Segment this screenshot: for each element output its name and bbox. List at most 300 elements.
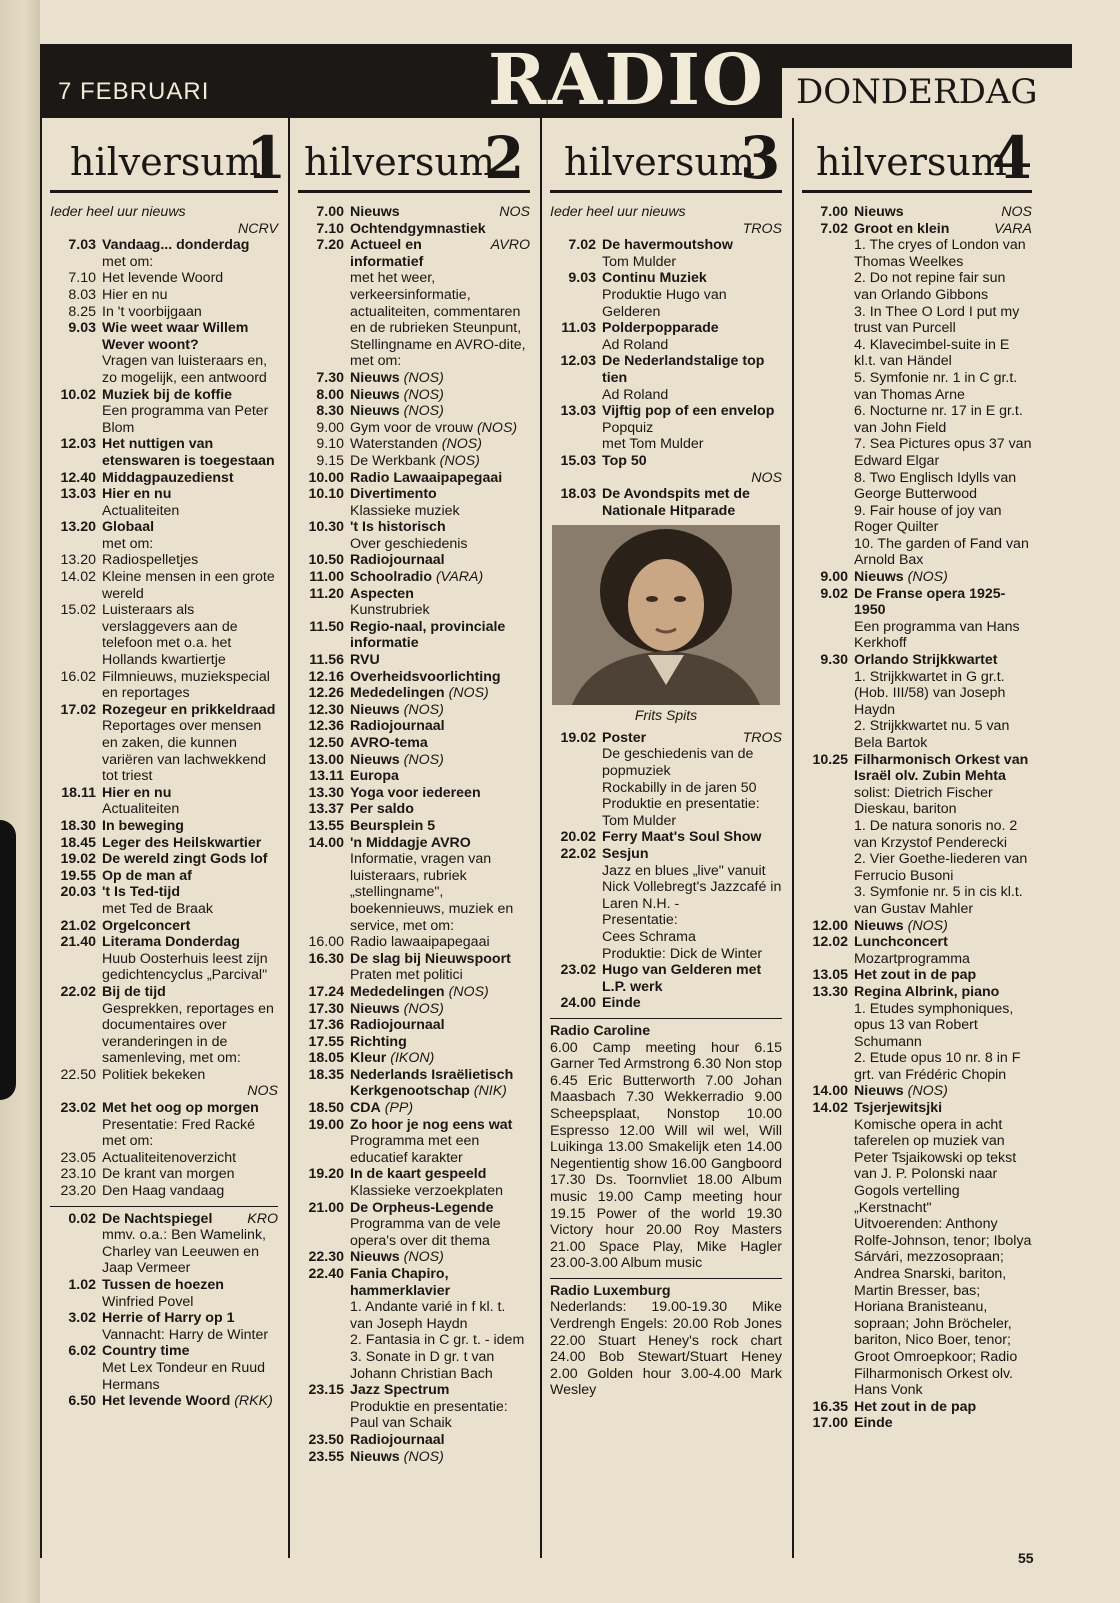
entry-body [102,1067,278,1084]
entry-time: 12.16 [308,668,344,685]
entry-time: 7.02 [820,220,848,237]
entry-body [102,918,278,935]
schedule-entry [298,1034,530,1051]
entry-time: 9.30 [820,652,848,669]
entry-body [350,204,530,221]
entry-body [350,453,530,470]
schedule-entry [298,735,530,752]
entry-note: (NOS) [403,403,444,420]
entry-title: CDA [350,1100,381,1117]
entry-title: Ferry Maat's Soul Show [602,829,762,846]
entry-title: Regio-naal, provinciale informatie [350,618,506,652]
entry-title: Radiospelletjes [102,552,199,569]
entry-body [854,652,1032,752]
schedule-entry [298,818,530,835]
entry-title: Waterstanden [350,436,438,453]
page-number: 55 [1018,1550,1034,1566]
schedule-entry [802,652,1032,752]
entry-description: 1. The cryes of London van Thomas Weelkes 2. Do not repine fair sun van Orlando Gibbons 3. In Thee O Lord I put my trust van Purcell 4. Klavecimbel-suite in E kl.t. van Händel 5. Symfonie nr. 1 in C gr.t. van Thomas Arne 6. Nocturne nr. 17 in E gr.t. van John Field 7. Sea Pictures opus 37 van Edward Elgar 8. Two Englisch Idylls van George Butterwood 9. Fair house of joy van Roger Quilter 10. The garden of Fand van Arnold Bax [854,237,1032,569]
entry-time: 8.00 [316,386,344,403]
entry-time: 0.02 [68,1210,96,1227]
entry-time: 21.40 [60,934,96,951]
entry-body [102,436,278,469]
entry-time: 18.03 [560,486,596,503]
entry-time: 22.30 [308,1249,344,1266]
entry-body [602,270,782,320]
entry-body [350,702,530,719]
entry-body [350,470,530,487]
schedule-entry [550,453,782,470]
schedule-entry [802,1399,1032,1416]
entry-description: 1. Andante varié in f kl. t. van Joseph Haydn 2. Fantasia in C gr. t. - idem 3. Sonate in D gr. t van Johann Christian Bach [350,1299,525,1382]
entry-title: Country time [102,1343,190,1360]
entry-body [102,1277,278,1310]
schedule-entry [50,470,278,487]
entry-body [350,552,530,569]
entry-body [350,403,530,420]
entry-body [102,868,278,885]
schedule-entry [50,1067,278,1084]
entry-body [350,752,530,769]
entry-description: Huub Oosterhuis leest zijn gedichtencyclus „Parcival" [102,950,268,984]
column-hilversum-2 [288,118,540,1558]
entry-body [350,801,530,818]
entry-body [854,967,1032,984]
entry-title: Orgelconcert [102,917,191,934]
entries [50,1211,278,1410]
entry-time: 1.02 [68,1277,96,1293]
entry-description: Popquiz met Tom Mulder [602,419,704,453]
column-hilversum-4 [792,118,1042,1558]
entry-title: Schoolradio [350,569,432,586]
entries [550,486,782,519]
entry-title: De wereld zingt Gods lof [102,851,268,868]
entry-description: met Ted de Braak [102,900,213,917]
schedule-entry [298,1067,530,1100]
entry-time: 22.02 [60,983,96,1000]
entry-description: met het weer, verkeersinformatie, actualiteiten, commentaren en de rubrieken Steunpunt, Stellingname en AVRO-dite, met om: [350,270,526,370]
schedule-entry [50,304,278,321]
radio-luxemburg-schedule: Nederlands: 19.00-19.30 Mike Verdrengh Engels: 20.00 Rob Jones 22.00 Stuart Heney's rock chart 24.00 Bob Stewart/Stuart Heney 2.00 Golden hour 3.00-4.00 Mark Wesley [550,1299,782,1399]
entry-description: Actualiteiten [102,502,180,519]
entry-body [102,304,278,321]
schedule-entry [298,470,530,487]
schedule-entry [298,1166,530,1199]
entry-description: Mozartprogramma [854,950,970,967]
entry-body [102,835,278,852]
entry-body [350,1249,530,1266]
entry-description: Over geschiedenis [350,535,468,552]
entry-description: Programma van de vele opera's over dit thema [350,1216,501,1249]
schedule-entry [298,436,530,453]
entry-time: 7.00 [820,204,848,220]
entry-time: 9.10 [316,436,344,453]
entry-title: De Franse opera 1925-1950 [854,585,1006,619]
entry-body [602,403,782,453]
entry-time: 12.03 [560,353,596,370]
schedule-entry [298,1382,530,1432]
entry-time: 23.10 [60,1166,96,1183]
entry-body [102,669,278,702]
header-banner [40,38,1072,121]
entry-title: Radiojournaal [350,1431,445,1448]
entry-title: Den Haag vandaag [102,1183,225,1200]
station-name: hilversum [564,140,755,184]
schedule-entry [298,619,530,652]
entry-body [102,1100,278,1150]
entry-title: Nederlands Israëlietisch Kerkgenootschap [350,1066,514,1100]
entry-time: 15.02 [60,602,96,619]
entry-time: 13.05 [812,967,848,984]
portrait-photo [552,525,780,705]
schedule-entry [550,962,782,995]
entry-title: Globaal [102,519,155,536]
station-name: hilversum [304,140,495,184]
entry-body [854,1415,1032,1432]
schedule-entry [298,785,530,802]
schedule-entry [298,1266,530,1382]
entry-title: Vandaag... donderdag [102,237,250,254]
entry-body [350,1432,530,1449]
entry-body [350,1017,530,1034]
entry-time: 16.00 [308,934,344,951]
entry-title: Nieuws [350,751,400,768]
entry-note: (NOS) [907,917,948,934]
entry-time: 12.36 [308,718,344,735]
entry-body [602,353,782,403]
entry-description: 1. Strijkkwartet in G gr.t. (Hob. III/58) van Joseph Haydn 2. Strijkkwartet nu. 5 van Bela Bartok [854,668,1010,751]
entry-title: Bij de tijd [102,983,166,1000]
entry-time: 23.05 [60,1149,96,1166]
entry-title: Nieuws [350,204,400,220]
entry-body [854,934,1032,967]
entry-body [102,934,278,984]
entry-time: 18.11 [61,784,96,801]
station-number: 2 [484,124,525,192]
entry-body [350,652,530,669]
entry-time: 11.50 [309,618,344,635]
entry-description: solist: Dietrich Fischer Dieskau, bariton 1. De natura sonoris no. 2 van Krzystof Penderecki 2. Vier Goethe-liederen van Ferrucio Busoni 3. Symfonie nr. 5 in cis kl.t. van Gustav Mahler [854,784,1028,917]
entry-time: 18.30 [60,817,96,834]
entry-title: De Nederlandstalige top tien [602,353,765,386]
entry-broadcaster: NOS [1001,204,1032,220]
entry-body [102,818,278,835]
entry-title: Einde [854,1415,893,1432]
entry-time: 9.15 [316,452,344,469]
column-heading [542,118,792,194]
entry-time: 14.02 [60,569,96,586]
entries [550,730,782,1012]
entry-time: 22.50 [60,1066,96,1083]
entry-title: Top 50 [602,452,647,469]
entry-time: 21.00 [308,1199,344,1216]
entry-time: 6.50 [68,1393,96,1410]
radio-page [40,38,1072,1566]
entry-body [350,1067,530,1100]
entry-body [350,669,530,686]
schedule-entry [550,237,782,270]
entry-body [350,785,530,802]
schedule-entry [298,669,530,686]
entry-time: 18.50 [308,1100,344,1117]
entry-description: Gesprekken, reportages en documentaires over veranderingen in de samenleving, met om: [102,1000,274,1067]
radio-luxemburg-heading: Radio Luxemburg [550,1282,671,1299]
entry-body [602,453,782,470]
entry-title: AVRO-tema [350,735,428,751]
schedule-entry [298,370,530,387]
entry-time: 17.55 [308,1033,344,1050]
schedule-entry [550,320,782,353]
divider [550,1018,782,1019]
entry-title: Hier en nu [102,784,172,801]
entry-time: 7.20 [316,237,344,254]
entries [550,237,782,469]
entry-time: 8.03 [68,286,96,303]
entry-time: 14.00 [308,834,344,851]
entries [298,204,530,1465]
entry-body [102,237,278,270]
entry-description: Een programma van Peter Blom [102,403,269,436]
entry-title: Radiojournaal [350,1017,445,1034]
broadcaster-label: NCRV [238,220,278,237]
entry-time: 23.15 [308,1382,344,1399]
entry-time: 11.03 [561,320,596,337]
entry-body [102,984,278,1067]
entry-time: 7.10 [68,270,96,287]
entry-body [102,387,278,437]
intro-text: Ieder heel uur nieuws [550,204,686,220]
entry-title: De havermoutshow [602,237,733,254]
schedule-entry [298,519,530,552]
entry-time: 11.56 [309,652,344,669]
entry-title: De Avondspits met de Nationale Hitparade [602,486,750,519]
entry-body [350,370,530,387]
entry-time: 23.02 [560,962,596,979]
entry-body [102,785,278,818]
entry-description: Klassieke muziek [350,502,460,519]
schedule-entry [298,586,530,619]
entry-time: 9.03 [568,270,596,287]
entry-time: 13.30 [308,784,344,801]
entry-body [350,951,530,984]
entry-title: Hier en nu [102,486,172,503]
schedule-entry [550,846,782,962]
entry-body [102,1310,278,1343]
entry-time: 16.35 [812,1398,848,1415]
entry-broadcaster: VARA [994,220,1032,237]
entry-time: 11.00 [309,569,344,586]
entry-note: (IKON) [390,1050,435,1067]
entry-time: 18.05 [308,1050,344,1067]
schedule-entry [802,569,1032,586]
entry-broadcaster: AVRO [490,237,530,254]
schedule-entry [50,1211,278,1277]
entry-description: Met Lex Tondeur en Ruud Hermans [102,1359,266,1393]
entry-time: 12.00 [812,917,848,934]
entry-body [102,1150,278,1167]
entry-title: Filmnieuws, muziekspecial en reportages [102,668,270,702]
entry-note: (NOS) [441,436,482,453]
entry-note: (NOS) [403,701,444,718]
entry-body [102,470,278,487]
entry-note: (NOS) [403,1000,444,1017]
station-name: hilversum [70,140,261,184]
entry-time: 13.37 [308,801,344,818]
schedule-entry [50,785,278,818]
schedule-entry [50,387,278,437]
schedule-entry [50,918,278,935]
entries [802,204,1032,1432]
entry-body [102,569,278,602]
entry-time: 12.30 [308,701,344,718]
entry-description: Klassieke verzoekplaten [350,1183,503,1200]
entry-body [350,1050,530,1067]
entry-title: Rozegeur en prikkeldraad [102,701,276,718]
entry-title: Middagpauzedienst [102,469,234,486]
entry-title: Kleur [350,1050,387,1067]
entry-title: Richting [350,1033,407,1050]
entries [50,237,278,1083]
entry-time: 15.03 [560,452,596,469]
schedule-entry [550,353,782,403]
entry-body [350,1117,530,1167]
entry-body [350,835,530,935]
entry-description: Kunstrubriek [350,602,430,619]
entry-body [102,702,278,785]
entry-body [350,1266,530,1382]
divider [550,1278,782,1279]
entry-body [102,519,278,552]
entry-title: 't Is Ted-tijd [102,884,180,901]
schedule-entry [50,868,278,885]
entry-time: 8.25 [68,303,96,320]
schedule-entry [298,752,530,769]
entry-body [602,486,782,519]
entry-time: 10.02 [60,386,96,403]
entry-description: Vannacht: Harry de Winter [102,1326,269,1343]
entry-time: 13.55 [308,817,344,834]
entry-title: Nieuws [350,1249,400,1266]
schedule-entry [50,1100,278,1150]
entry-title: Yoga voor iedereen [350,784,481,801]
entry-title: Europa [350,768,399,785]
entry-title: Herrie of Harry op 1 [102,1310,235,1327]
photo-caption: Frits Spits [634,707,698,724]
entry-time: 13.20 [60,552,96,569]
entry-title: Op de man af [102,867,192,884]
entry-title: Kleine mensen in een grote wereld [102,569,275,602]
entry-title: Nieuws [854,569,904,586]
schedule-entry [50,237,278,270]
entry-body [102,552,278,569]
entry-title: Het nuttigen van etenswaren is toegestaan [102,436,275,469]
entry-title: Groot en klein [854,220,950,237]
entry-time: 22.02 [560,846,596,863]
schedule-entry [50,287,278,304]
schedule-entry [50,884,278,917]
entry-time: 13.03 [560,403,596,420]
entry-note: (NOS) [476,419,518,436]
entry-body [102,1166,278,1183]
entry-time: 23.02 [60,1100,96,1117]
schedule-entry [802,918,1032,935]
entry-body [350,718,530,735]
entry-title: Actueel en informatief [350,237,424,270]
entry-body [854,1083,1032,1100]
entry-body [350,818,530,835]
schedule-entry [298,403,530,420]
entry-broadcaster: NOS [499,204,530,220]
entry-time: 7.10 [316,220,344,237]
entry-note: (NOS) [907,1083,948,1100]
station-number: 1 [246,124,287,192]
entry-title: Nieuws [350,701,400,718]
entry-body [350,1166,530,1199]
schedule-entry [298,702,530,719]
schedule-entry [298,420,530,437]
entry-title: Polderpopparade [602,320,719,337]
entry-title: Fania Chapiro, hammerklavier [350,1266,451,1299]
schedule-entry [298,1100,530,1117]
entry-title: In de kaart gespeeld [350,1166,487,1183]
schedule-entry [50,1343,278,1393]
entry-title: Nieuws [854,1083,904,1100]
schedule-entry [298,453,530,470]
entry-note: (NOS) [403,1249,444,1266]
entry-title: Continu Muziek [602,270,707,287]
entry-body [350,1449,530,1466]
entry-time: 14.02 [812,1100,848,1117]
broadcaster-label: TROS [742,220,782,237]
schedule-entry [50,984,278,1067]
entry-description: 1. Etudes symphoniques, opus 13 van Robert Schumann 2. Etude opus 10 nr. 8 in F grt. van Frédéric Chopin [854,1000,1021,1083]
entry-title: Radio lawaaipapegaai [350,934,490,951]
entry-description: Ad Roland [602,336,669,353]
entry-title: Mededelingen [350,983,445,1000]
entry-title: Het zout in de pap [854,967,977,984]
entry-time: 16.02 [60,668,96,685]
station-number: 4 [992,124,1033,192]
entry-title: Vijftig pop of een envelop [602,403,775,420]
entry-broadcaster: TROS [742,729,782,746]
entry-body [854,918,1032,935]
entry-title: De Orpheus-Legende [350,1199,494,1216]
entry-time: 6.02 [68,1343,96,1360]
entry-time: 13.30 [812,983,848,1000]
entry-broadcaster: KRO [247,1210,278,1227]
entry-time: 17.24 [308,983,344,1000]
entry-title: Ochtendgymnastiek [350,220,486,237]
schedule-list [290,194,540,1465]
schedule-entry [50,934,278,984]
schedule-entry [802,752,1032,918]
schedule-entry [298,1249,530,1266]
entry-time: 8.30 [316,403,344,420]
entry-title: Tussen de hoezen [102,1277,224,1293]
entry-time: 9.03 [68,320,96,337]
entry-note: (VARA) [435,569,484,586]
entry-body [854,586,1032,652]
schedule-entry [298,1432,530,1449]
schedule-entry [802,1083,1032,1100]
schedule-entry [298,486,530,519]
entry-time: 13.00 [308,751,344,768]
entry-body [350,1034,530,1051]
entry-description: met om: [102,535,154,552]
entry-body [102,270,278,287]
schedule-entry [550,486,782,519]
entry-title: 'n Middagje AVRO [350,834,471,851]
